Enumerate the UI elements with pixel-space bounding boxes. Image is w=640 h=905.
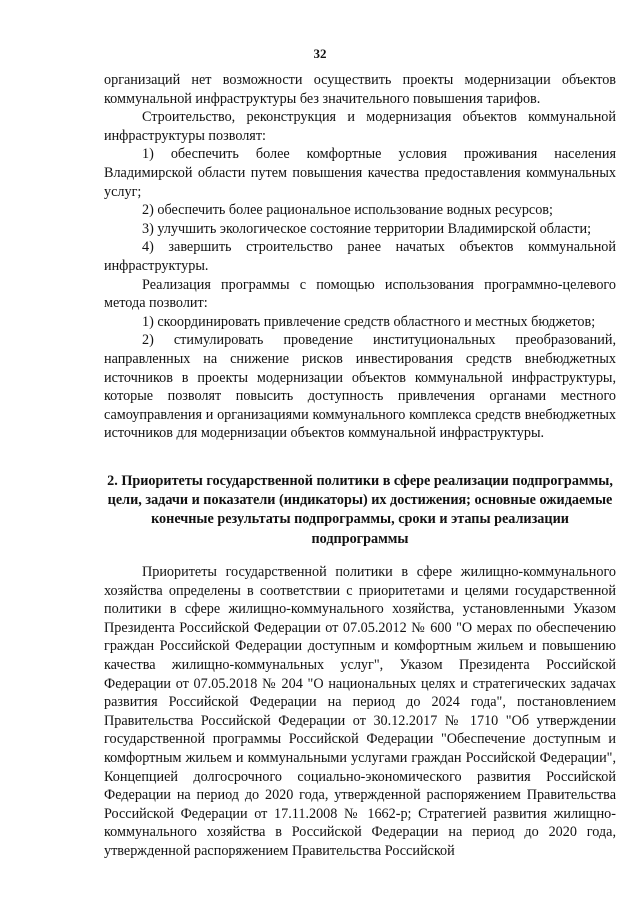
paragraph: Реализация программы с помощью использования программно-целевого метода позволит: xyxy=(104,276,616,312)
body-text-top xyxy=(104,71,616,443)
list-item: 1) обеспечить более комфортные условия проживания населения Владимирской области путем повышения качества предоставления коммунальных услуг; xyxy=(104,146,616,200)
section-heading xyxy=(104,472,616,549)
body-text-lower xyxy=(104,563,616,861)
list-item: 4) завершить строительство ранее начатых объектов коммунальной инфраструктуры. xyxy=(104,239,616,274)
section-heading-text: 2. Приоритеты государственной политики в сфере реализации подпрограммы, цели, задачи и показатели (индикаторы) их достижения; основные ожидаемые конечные результаты подпрограммы, сроки и этапы реализации подпрограммы xyxy=(107,473,613,547)
list-item: 2) стимулировать проведение институциональных преобразований, направленных на снижение рисков инвестирования средств внебюджетных источников в проекты модернизации объектов коммунальной инфраструктуры, которые позволят повысить доступность привлечения органами местного самоуправления и организациями коммунального комплекса средств внебюджетных источников для модернизации объектов коммунальной инфраструктуры. xyxy=(104,332,616,442)
list-item: 3) улучшить экологическое состояние территории Владимирской области; xyxy=(142,220,592,237)
paragraph: Строительство, реконструкция и модернизация объектов коммунальной инфраструктуры позволят: xyxy=(104,109,616,144)
list-item: 2) обеспечить более рациональное использование водных ресурсов; xyxy=(142,202,553,219)
paragraph: Приоритеты государственной политики в сфере жилищно-коммунального хозяйства определены в соответствии с приоритетами и целями государственной политики в сфере жилищно-коммунального хозяйства, установленными Указом Президента Российской Федерации от 07.05.2012 № 600 "О мерах по обеспечению граждан Российской Федерации доступным и комфортным жильем и повышению качества жилищно-коммунальных услуг", Указом Президента Российской Федерации от 07.05.2018 № 204 "О национальных целях и стратегических задачах развития Российской Федерации на период до 2024 года", постановлением Правительства Российской Федерации от 30.12.2017 № 1710 "Об утверждении государственной программы Российской Федерации "Обеспечение доступным и комфортным жильем и коммунальными услугами граждан Российской Федерации", Концепцией долгосрочного социально-экономического развития Российской Федерации на период до 2020 года, утвержденной распоряжением Правительства Российской Федерации от 17.11.2008 № 1662-р; Стратегией развития жилищно-коммунального хозяйства в Российской Федерации на период до 2020 года, утвержденной распоряжением Правительства Российской xyxy=(104,564,616,859)
page-number: 32 xyxy=(313,46,327,61)
list-item: 1) скоординировать привлечение средств областного и местных бюджетов; xyxy=(142,313,596,330)
paragraph: организаций нет возможности осуществить проекты модернизации объектов коммунальной инфраструктуры без значительного повышения тарифов. xyxy=(104,72,616,107)
